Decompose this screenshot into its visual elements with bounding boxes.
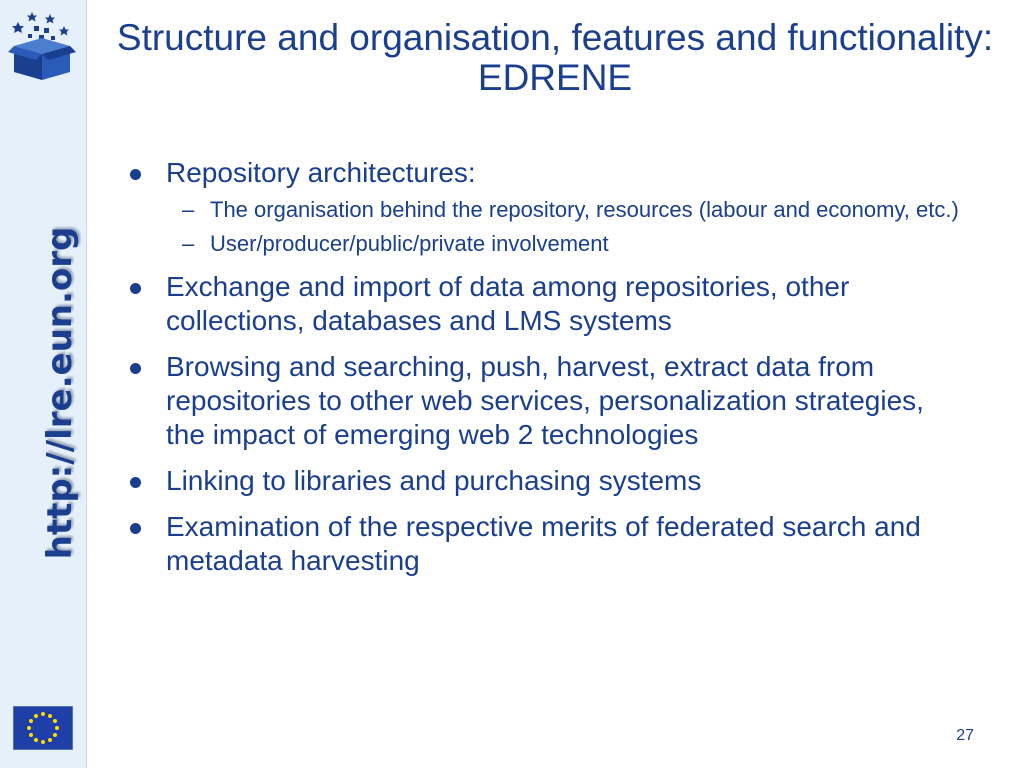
bullet-dot-icon: [130, 363, 141, 374]
bullet-item: [130, 350, 970, 452]
slide-content: [130, 156, 970, 590]
bullet-text: Browsing and searching, push, harvest, extract data from repositories to other web services, personalization strategies, the impact of emerging web 2 technologies: [166, 351, 924, 450]
slide-title: Structure and organisation, features and functionality: EDRENE: [116, 17, 994, 98]
sub-bullet-item: [166, 196, 970, 224]
bullet-text: Linking to libraries and purchasing systems: [166, 465, 702, 496]
bullet-item: [130, 156, 970, 258]
sidebar: [0, 0, 87, 768]
dash-icon: –: [182, 197, 195, 222]
site-url-vertical[interactable]: http://lre.eun.org: [40, 226, 80, 560]
bullet-text: Exchange and import of data among repositories, other collections, databases and LMS systems: [166, 271, 850, 336]
sub-bullet-text: The organisation behind the repository, resources (labour and economy, etc.): [210, 197, 959, 222]
bullet-dot-icon: [130, 169, 141, 180]
sub-bullet-list: [166, 196, 970, 258]
sub-bullet-item: [166, 230, 970, 258]
sub-bullet-text: User/producer/public/private involvement: [210, 231, 609, 256]
stars-box-logo-icon: [4, 8, 80, 82]
bullet-dot-icon: [130, 523, 141, 534]
eu-flag-icon: [13, 706, 73, 750]
bullet-dot-icon: [130, 477, 141, 488]
bullet-item: [130, 464, 970, 498]
bullet-text: Repository architectures:: [166, 157, 476, 188]
bullet-item: [130, 510, 970, 578]
bullet-item: [130, 270, 970, 338]
bullet-text: Examination of the respective merits of federated search and metadata harvesting: [166, 511, 921, 576]
page-number: 27: [956, 727, 974, 744]
bullet-dot-icon: [130, 283, 141, 294]
bullet-list: [130, 156, 970, 578]
dash-icon: –: [182, 231, 195, 256]
